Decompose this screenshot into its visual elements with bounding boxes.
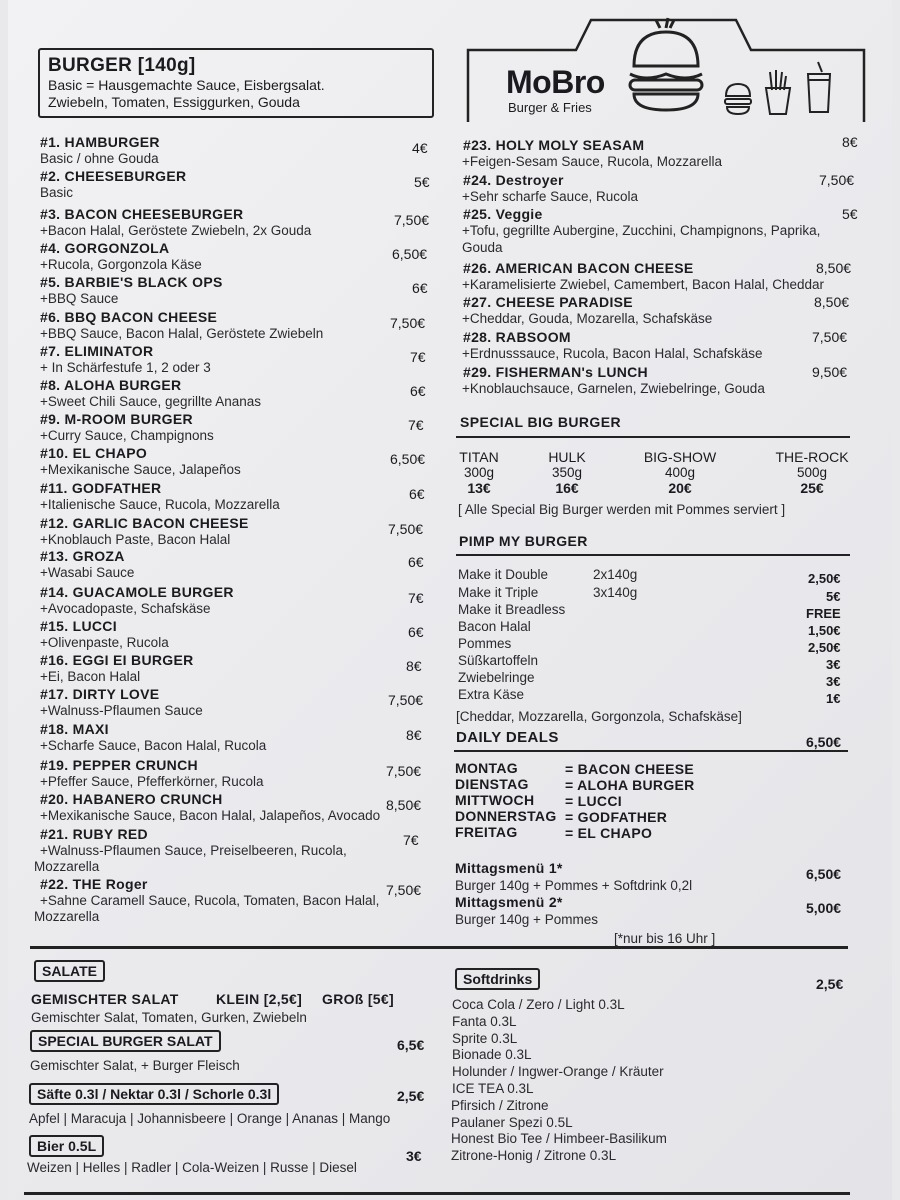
lunch2-desc: Burger 140g + Pommes: [455, 912, 598, 927]
daily-day-name: FREITAG: [455, 824, 518, 840]
burger-name: #29. FISHERMAN's LUNCH: [463, 364, 648, 380]
burger-price: 5€: [414, 174, 430, 190]
mixed-salad-name: GEMISCHTER SALAT: [31, 991, 179, 1007]
pimp-rule: [456, 554, 850, 556]
mixed-salad-small: KLEIN [2,5€]: [216, 991, 303, 1007]
burger-price: 6€: [408, 624, 424, 640]
pimp-title: PIMP MY BURGER: [459, 533, 588, 549]
burger-desc: +Wasabi Sauce: [40, 565, 135, 580]
burger-item: [40, 584, 234, 601]
pimp-item-name: Make it Breadless: [458, 602, 566, 617]
burger-price: 5€: [842, 206, 858, 222]
softdrink-item: Sprite 0.3L: [452, 1030, 518, 1046]
burger-name: #16. EGGI EI BURGER: [40, 652, 194, 668]
bottom-section-rule: [30, 946, 848, 949]
burger-item: [40, 377, 181, 394]
special-grams: 500g: [796, 465, 828, 480]
burger-price: 7,50€: [394, 212, 430, 228]
juices-list: Apfel | Maracuja | Johannisbeere | Orange | Ananas | Mango: [29, 1111, 391, 1126]
softdrink-item: Pfirsich / Zitrone: [451, 1097, 549, 1113]
daily-day: [455, 776, 529, 793]
burger-section-title: BURGER [140g]: [48, 55, 196, 76]
burger-price: 6,50€: [392, 246, 428, 262]
burger-name: #27. CHEESE PARADISE: [463, 294, 633, 310]
burger-price: 7,50€: [388, 692, 424, 708]
softdrinks-price: 2,5€: [816, 976, 844, 992]
daily-deal: [565, 761, 694, 778]
special-price: 20€: [668, 480, 692, 496]
logo-subtitle: Burger & Fries: [508, 100, 592, 115]
lunch2-price: 5,00€: [806, 900, 842, 916]
burger-name: #12. GARLIC BACON CHEESE: [40, 515, 249, 531]
daily-day: [455, 808, 557, 825]
softdrinks-title: Softdrinks: [455, 968, 540, 990]
daily-rule: [454, 750, 848, 752]
special-grams: 350g: [551, 465, 583, 480]
burger-price: 8,50€: [386, 797, 422, 813]
burger-header-box: [38, 48, 434, 118]
lunch2-title: Mittagsmenü 2*: [455, 894, 563, 910]
burger-name: #4. GORGONZOLA: [40, 240, 170, 256]
burger-price: 6€: [412, 280, 428, 296]
burger-price: 8,50€: [814, 294, 850, 310]
basic-line-1: Basic = Hausgemachte Sauce, Eisbergsalat.: [48, 77, 325, 93]
daily-deal: [565, 777, 695, 794]
burger-desc: +Knoblauchsauce, Garnelen, Zwiebelringe, Gouda: [462, 381, 765, 396]
special-grams: 300g: [463, 465, 495, 480]
burger-item: [40, 240, 169, 257]
lunch-note: [*nur bis 16 Uhr ]: [614, 931, 716, 946]
burger-name: #28. RABSOOM: [463, 329, 571, 345]
daily-deal-name: = ALOHA BURGER: [565, 777, 695, 793]
pimp-item-name: Make it Double: [458, 567, 549, 582]
burger-desc: +Feigen-Sesam Sauce, Rucola, Mozzarella: [462, 154, 723, 169]
special-name: THE-ROCK: [775, 449, 849, 465]
pimp-item-name: Make it Triple: [458, 585, 539, 600]
beer-title: Bier 0.5L: [29, 1135, 104, 1157]
pimp-item-name: Bacon Halal: [458, 619, 531, 634]
pimp-item-price: 1€: [826, 691, 841, 706]
burger-item: [40, 445, 147, 462]
burger-price: 6€: [408, 554, 424, 570]
burger-item: [40, 309, 217, 326]
burger-desc: +BBQ Sauce: [40, 291, 119, 306]
pimp-note: [Cheddar, Mozzarella, Gorgonzola, Schafskäse]: [456, 709, 742, 724]
burger-price: 8€: [406, 727, 422, 743]
burger-desc: +BBQ Sauce, Bacon Halal, Geröstete Zwiebeln: [40, 326, 324, 341]
burger-item: [463, 206, 543, 223]
burger-desc: Basic: [40, 185, 74, 200]
daily-day-name: MITTWOCH: [455, 792, 535, 808]
burger-item: [40, 791, 223, 808]
fries-icon: [766, 70, 790, 114]
burger-item: [40, 548, 125, 565]
burger-desc: +Scharfe Sauce, Bacon Halal, Rucola: [40, 738, 267, 753]
burger-item: [40, 274, 223, 291]
burger-desc-2: Gouda: [462, 240, 503, 255]
burger-item: [40, 686, 159, 703]
pimp-item-name: Süßkartoffeln: [458, 653, 539, 668]
burger-desc: +Sahne Caramell Sauce, Rucola, Tomaten, Bacon Halal,: [40, 893, 380, 908]
pimp-item-price: 2,50€: [808, 640, 841, 655]
pimp-item-price: 1,50€: [808, 623, 841, 638]
beer-list: Weizen | Helles | Radler | Cola-Weizen | Russe | Diesel: [27, 1160, 357, 1175]
softdrink-item: Paulaner Spezi 0.5L: [451, 1114, 573, 1130]
daily-day-name: DONNERSTAG: [455, 808, 557, 824]
special-name: BIG-SHOW: [643, 449, 717, 465]
daily-deal: [565, 825, 652, 842]
burger-name: #19. PEPPER CRUNCH: [40, 757, 198, 773]
burger-desc: + In Schärfestufe 1, 2 oder 3: [40, 360, 211, 375]
burger-item: [463, 329, 571, 346]
special-price: 25€: [800, 480, 824, 496]
burger-price: 7€: [403, 832, 419, 848]
burger-price: 7€: [408, 417, 424, 433]
pimp-item-price: 5€: [826, 589, 841, 604]
burger-item: [463, 364, 648, 381]
burger-name: #7. ELIMINATOR: [40, 343, 154, 359]
burger-item: [40, 652, 194, 669]
burger-name: #26. AMERICAN BACON CHEESE: [463, 260, 694, 276]
burger-name: #3. BACON CHEESEBURGER: [40, 206, 244, 222]
burger-desc: +Ei, Bacon Halal: [40, 669, 141, 684]
burger-desc: +Avocadopaste, Schafskäse: [40, 601, 211, 616]
special-burger: [532, 449, 602, 496]
burger-desc-2: Mozzarella: [34, 909, 100, 924]
burger-item: [463, 260, 694, 277]
burger-desc: +Walnuss-Pflaumen Sauce: [40, 703, 203, 718]
burger-price: 7,50€: [812, 329, 848, 345]
burger-desc-2: Mozzarella: [34, 859, 100, 874]
daily-day-name: MONTAG: [455, 760, 518, 776]
pimp-item-name: Pommes: [458, 636, 512, 651]
mixed-salad-desc: Gemischter Salat, Tomaten, Gurken, Zwiebeln: [31, 1010, 307, 1025]
burger-price: 9,50€: [812, 364, 848, 380]
drink-icon: [808, 62, 830, 112]
juices-price: 2,5€: [397, 1088, 425, 1104]
burger-desc: +Walnuss-Pflaumen Sauce, Preiselbeeren, Rucola,: [40, 843, 347, 858]
special-grams: 400g: [664, 465, 696, 480]
burger-price: 7€: [408, 590, 424, 606]
softdrink-item: ICE TEA 0.3L: [452, 1081, 534, 1096]
beer-price: 3€: [406, 1148, 422, 1164]
mixed-salad-large: GROß [5€]: [322, 991, 394, 1007]
burger-item: [40, 721, 109, 738]
burger-desc: +Mexikanische Sauce, Bacon Halal, Jalapeños, Avocado: [40, 808, 381, 823]
burger-name: #9. M-ROOM BURGER: [40, 411, 193, 427]
daily-deal: [565, 793, 622, 810]
burger-desc: +Cheddar, Gouda, Mozarella, Schafskäse: [462, 311, 713, 326]
basic-line-2: Zwiebeln, Tomaten, Essiggurken, Gouda: [48, 94, 300, 110]
softdrink-item: Bionade 0.3L: [452, 1047, 532, 1063]
burger-name: #23. HOLY MOLY SEASAM: [463, 137, 645, 153]
burger-price: 7,50€: [388, 521, 424, 537]
burger-item: [40, 618, 117, 635]
burger-desc: +Bacon Halal, Geröstete Zwiebeln, 2x Gouda: [40, 223, 312, 238]
burger-desc: +Mexikanische Sauce, Jalapeños: [40, 462, 241, 477]
burger-name: #14. GUACAMOLE BURGER: [40, 584, 234, 600]
burger-price: 7,50€: [386, 763, 422, 779]
burger-name: #22. THE Roger: [40, 876, 148, 892]
burger-name: #17. DIRTY LOVE: [40, 686, 160, 702]
daily-title: DAILY DEALS: [456, 729, 559, 746]
burger-desc: Basic / ohne Gouda: [40, 151, 159, 166]
burger-icon: [630, 18, 702, 110]
daily-deal-name: = LUCCI: [565, 793, 622, 809]
burger-name: #15. LUCCI: [40, 618, 117, 634]
burger-price: 8€: [842, 134, 858, 150]
special-burger: [444, 449, 514, 496]
burger-desc: +Erdnusssauce, Rucola, Bacon Halal, Schafskäse: [462, 346, 763, 361]
pimp-item-extra: 2x140g: [593, 567, 638, 582]
burger-item: [463, 137, 644, 154]
burger-item: [40, 876, 148, 893]
burger-price: 6€: [410, 383, 426, 399]
daily-deal-name: = EL CHAPO: [565, 825, 653, 841]
burger-name: #5. BARBIE'S BLACK OPS: [40, 274, 223, 290]
special-note: [ Alle Special Big Burger werden mit Pommes serviert ]: [458, 502, 786, 517]
burger-price: 4€: [412, 140, 428, 156]
burger-price: 6,50€: [390, 451, 426, 467]
burger-name: #11. GODFATHER: [40, 480, 162, 496]
daily-day-name: DIENSTAG: [455, 776, 529, 792]
special-salad-desc: Gemischter Salat, + Burger Fleisch: [30, 1058, 240, 1073]
daily-price: 6,50€: [806, 734, 842, 750]
burger-desc: +Knoblauch Paste, Bacon Halal: [40, 532, 231, 547]
burger-item: [463, 294, 633, 311]
special-burger: [640, 449, 720, 496]
daily-day: [455, 824, 518, 841]
daily-day: [455, 760, 518, 777]
daily-day: [455, 792, 534, 809]
burger-name: #24. Destroyer: [463, 172, 564, 188]
softdrink-item: Fanta 0.3L: [452, 1013, 517, 1029]
lunch1-title: Mittagsmenü 1*: [455, 860, 563, 876]
burger-price: 7,50€: [819, 172, 855, 188]
burger-name: #8. ALOHA BURGER: [40, 377, 182, 393]
burger-item: [40, 168, 186, 185]
burger-name: #2. CHEESEBURGER: [40, 168, 187, 184]
page-bottom-rule: [24, 1192, 850, 1195]
juices-title: Säfte 0.3l / Nektar 0.3l / Schorle 0.3l: [29, 1083, 279, 1105]
burger-item: [40, 480, 161, 497]
lunch1-price: 6,50€: [806, 866, 842, 882]
pimp-item-extra: 3x140g: [593, 585, 638, 600]
softdrink-item: Coca Cola / Zero / Light 0.3L: [452, 997, 625, 1012]
burger-price: 8,50€: [816, 260, 852, 276]
burger-item: [40, 206, 243, 223]
softdrink-item: Holunder / Ingwer-Orange / Kräuter: [452, 1064, 664, 1080]
burger-item: [40, 757, 198, 774]
softdrink-item: Zitrone-Honig / Zitrone 0.3L: [451, 1148, 617, 1164]
burger-price: 8€: [406, 658, 422, 674]
burger-name: #20. HABANERO CRUNCH: [40, 791, 223, 807]
burger-name: #6. BBQ BACON CHEESE: [40, 309, 218, 325]
special-salad-name: SPECIAL BURGER SALAT: [30, 1030, 221, 1052]
burger-price: 6€: [409, 486, 425, 502]
burger-item: [40, 411, 193, 428]
burger-desc: +Italienische Sauce, Rucola, Mozzarella: [40, 497, 280, 512]
burger-desc: +Sweet Chili Sauce, gegrillte Ananas: [40, 394, 262, 409]
pimp-item-price: FREE: [806, 606, 841, 621]
burger-desc: +Tofu, gegrillte Aubergine, Zucchini, Champignons, Paprika,: [462, 223, 821, 238]
lunch1-desc: Burger 140g + Pommes + Softdrink 0,2l: [455, 878, 693, 893]
special-price: 13€: [467, 480, 491, 496]
burger-desc: +Olivenpaste, Rucola: [40, 635, 169, 650]
burger-name: #13. GROZA: [40, 548, 125, 564]
small-burger-icon: [725, 84, 751, 114]
mobro-logo: [466, 14, 866, 126]
logo-name: MoBro: [506, 64, 605, 100]
burger-price: 7,50€: [386, 882, 422, 898]
pimp-item-price: 2,50€: [808, 571, 841, 586]
burger-desc: +Sehr scharfe Sauce, Rucola: [462, 189, 638, 204]
pimp-item-price: 3€: [826, 657, 841, 672]
special-price: 16€: [555, 480, 579, 496]
salate-title: SALATE: [34, 960, 105, 982]
special-salad-price: 6,5€: [397, 1037, 425, 1053]
burger-name: #21. RUBY RED: [40, 826, 148, 842]
burger-item: [40, 826, 148, 843]
burger-desc: +Curry Sauce, Champignons: [40, 428, 214, 443]
pimp-item-name: Extra Käse: [458, 687, 525, 702]
burger-desc: +Karamelisierte Zwiebel, Camembert, Bacon Halal, Cheddar: [462, 277, 825, 292]
daily-deal-name: = BACON CHEESE: [565, 761, 695, 777]
special-rule: [456, 436, 850, 438]
special-name: HULK: [548, 449, 586, 465]
burger-name: #18. MAXI: [40, 721, 109, 737]
pimp-item-price: 3€: [826, 674, 841, 689]
softdrink-item: Honest Bio Tee / Himbeer-Basilikum: [451, 1131, 667, 1147]
burger-name: #25. Veggie: [463, 206, 543, 222]
special-name: TITAN: [459, 449, 499, 465]
burger-desc: +Pfeffer Sauce, Pfefferkörner, Rucola: [40, 774, 264, 789]
burger-price: 7€: [410, 349, 426, 365]
burger-price: 7,50€: [390, 315, 426, 331]
burger-item: [40, 134, 160, 151]
burger-item: [40, 343, 153, 360]
burger-item: [40, 515, 249, 532]
burger-name: #10. EL CHAPO: [40, 445, 148, 461]
daily-deal: [565, 809, 667, 826]
burger-item: [463, 172, 564, 189]
pimp-item-name: Zwiebelringe: [458, 670, 535, 685]
burger-desc: +Rucola, Gorgonzola Käse: [40, 257, 202, 272]
burger-name: #1. HAMBURGER: [40, 134, 160, 150]
special-title: SPECIAL BIG BURGER: [460, 414, 621, 430]
daily-deal-name: = GODFATHER: [565, 809, 668, 825]
special-burger: [772, 449, 852, 496]
